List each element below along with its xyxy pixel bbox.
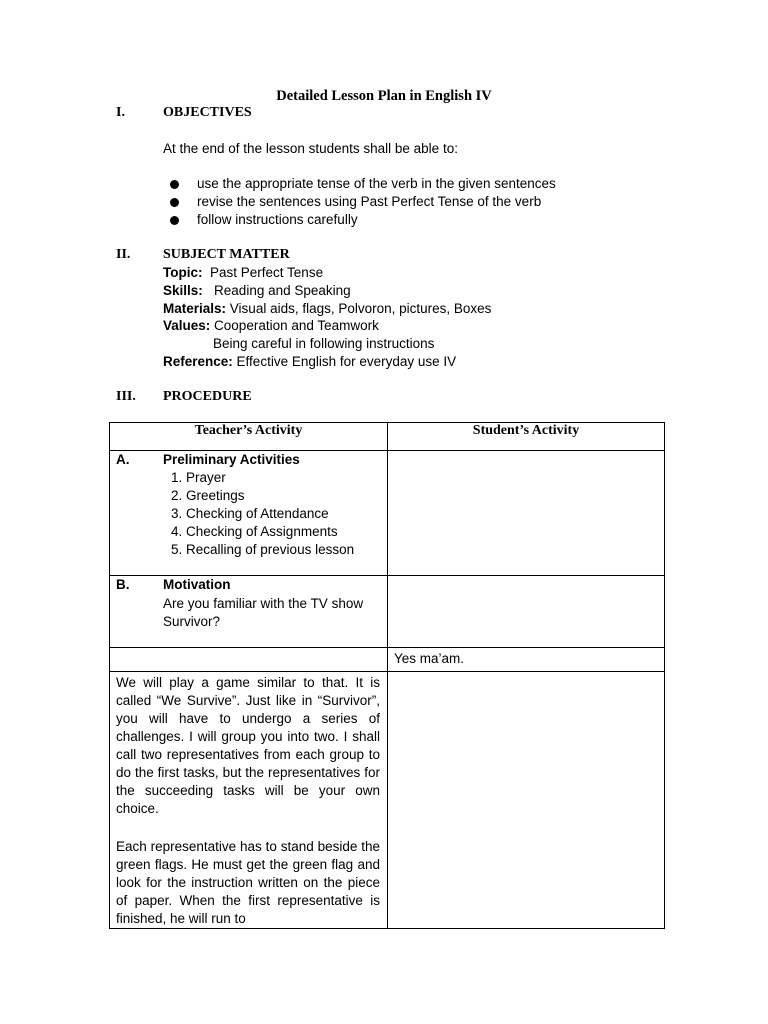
topic-value: Past Perfect Tense	[210, 265, 324, 280]
table-row	[110, 451, 665, 576]
values-line	[163, 318, 379, 333]
materials-value: Visual aids, flags, Polvoron, pictures, Boxes	[229, 301, 492, 316]
table-row	[110, 648, 665, 672]
student-reply-cell: Yes ma’am.	[388, 648, 665, 672]
objectives-intro: At the end of the lesson students shall be able to:	[163, 141, 458, 156]
values-label: Values:	[163, 318, 211, 333]
item-title: Motivation	[163, 577, 231, 592]
section-number-objectives: I.	[116, 105, 125, 120]
teacher-cell	[110, 648, 388, 672]
objective-item: revise the sentences using Past Perfect Tense of the verb	[197, 194, 542, 209]
list-item: 5. Recalling of previous lesson	[171, 542, 355, 557]
materials-label: Materials:	[163, 301, 227, 316]
topic-line	[163, 265, 323, 280]
item-title: Preliminary Activities	[163, 452, 300, 467]
topic-label: Topic:	[163, 265, 203, 280]
bullet-dot-icon	[170, 180, 179, 189]
game-instructions-cell	[110, 672, 388, 929]
reference-label: Reference:	[163, 354, 233, 369]
student-cell	[388, 672, 665, 929]
list-item: 3. Checking of Attendance	[171, 506, 329, 521]
bullet-dot-icon	[170, 216, 179, 225]
item-letter: B.	[116, 577, 130, 592]
section-title-objectives: OBJECTIVES	[163, 105, 252, 120]
values-value: Cooperation and Teamwork	[214, 318, 379, 333]
preliminary-activities-cell	[110, 451, 388, 576]
game-paragraph-1: We will play a game similar to that. It is called “We Survive”. Just like in “Survivor”, you will have to undergo a series of challenges. I will group you into two. I shall call two representatives from each group to do the first tasks, but the representatives for the succeeding tasks will be your own choice.	[116, 675, 380, 816]
list-item: 2. Greetings	[171, 488, 245, 503]
list-item: 1. Prayer	[171, 470, 226, 485]
student-activity-header: Student’s Activity	[388, 423, 665, 451]
table-header-row	[110, 423, 665, 451]
objective-item: follow instructions carefully	[197, 212, 358, 227]
preliminary-list	[171, 469, 354, 559]
section-title-procedure: PROCEDURE	[163, 389, 252, 404]
game-paragraph-2: Each representative has to stand beside the green flags. He must get the green flag and look for the instruction written on the piece of paper. When the first representative is finished, he will run to	[116, 839, 380, 926]
values-value-2: Being careful in following instructions	[213, 336, 435, 351]
reference-line	[163, 354, 456, 369]
table-row	[110, 672, 665, 929]
skills-line	[163, 283, 351, 298]
objective-item: use the appropriate tense of the verb in the given sentences	[197, 176, 556, 191]
skills-label: Skills:	[163, 283, 203, 298]
section-number-subject-matter: II.	[116, 247, 131, 262]
section-title-subject-matter: SUBJECT MATTER	[163, 247, 290, 262]
document-title: Detailed Lesson Plan in English IV	[276, 88, 492, 104]
teacher-activity-header: Teacher’s Activity	[110, 423, 388, 451]
section-number-procedure: III.	[116, 389, 136, 404]
item-letter: A.	[116, 452, 130, 467]
list-item: 4. Checking of Assignments	[171, 524, 338, 539]
materials-line	[163, 301, 491, 316]
table-row	[110, 576, 665, 648]
procedure-table	[109, 422, 665, 929]
skills-value: Reading and Speaking	[214, 283, 351, 298]
motivation-question: Are you familiar with the TV show Survivor?	[163, 596, 364, 629]
student-cell	[388, 451, 665, 576]
reference-value: Effective English for everyday use IV	[236, 354, 457, 369]
bullet-dot-icon	[170, 198, 179, 207]
motivation-cell	[110, 576, 388, 648]
student-cell	[388, 576, 665, 648]
